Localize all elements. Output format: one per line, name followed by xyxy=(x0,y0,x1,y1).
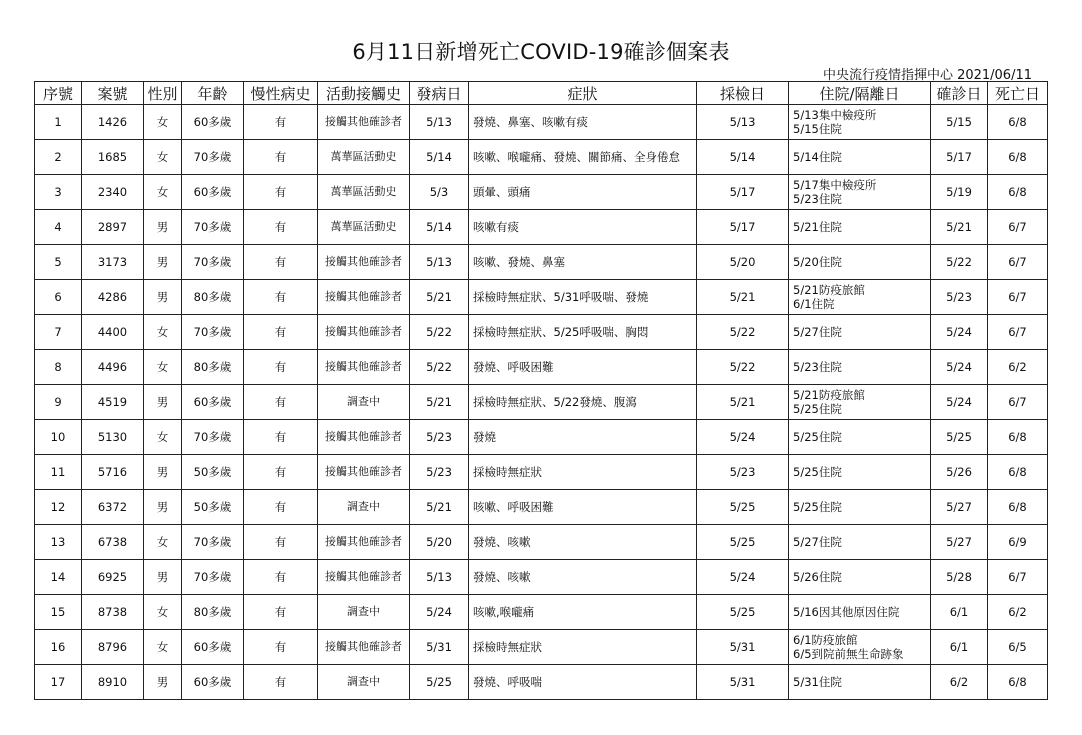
cell-case-no: 8796 xyxy=(82,630,144,665)
cell-onset: 5/13 xyxy=(410,560,469,595)
column-header-age: 年齡 xyxy=(182,82,244,105)
cell-age: 80多歲 xyxy=(182,350,244,385)
cell-sex: 男 xyxy=(144,490,182,525)
cell-sex: 女 xyxy=(144,420,182,455)
cell-age: 70多歲 xyxy=(182,140,244,175)
admission-line: 5/23住院 xyxy=(793,192,842,206)
cell-test-date: 5/24 xyxy=(697,560,789,595)
cell-confirm-date: 5/21 xyxy=(931,210,988,245)
cell-admission xyxy=(789,420,931,455)
cell-age: 70多歲 xyxy=(182,525,244,560)
cell-age: 50多歲 xyxy=(182,455,244,490)
cell-confirm-date: 5/24 xyxy=(931,350,988,385)
cell-onset: 5/23 xyxy=(410,420,469,455)
cell-symptoms: 咳嗽、喉嚨痛、發燒、關節痛、全身倦怠 xyxy=(469,140,697,175)
cell-chronic: 有 xyxy=(244,210,318,245)
cell-onset: 5/24 xyxy=(410,595,469,630)
cell-contact: 接觸其他確診者 xyxy=(318,455,410,490)
admission-line: 5/21防疫旅館 xyxy=(793,388,865,402)
cell-death-date: 6/7 xyxy=(988,385,1048,420)
cell-admission xyxy=(789,665,931,700)
cell-age: 70多歲 xyxy=(182,560,244,595)
cell-admission xyxy=(789,385,931,420)
admission-line: 5/27住院 xyxy=(793,325,842,339)
cell-age: 60多歲 xyxy=(182,105,244,140)
cell-symptoms: 發燒、呼吸困難 xyxy=(469,350,697,385)
cell-death-date: 6/7 xyxy=(988,315,1048,350)
cell-symptoms: 發燒、咳嗽 xyxy=(469,525,697,560)
table-row xyxy=(35,175,1048,210)
cell-confirm-date: 5/27 xyxy=(931,525,988,560)
admission-line: 5/25住院 xyxy=(793,430,842,444)
cell-admission xyxy=(789,350,931,385)
cell-seq: 8 xyxy=(35,350,82,385)
cell-admission xyxy=(789,525,931,560)
cell-admission xyxy=(789,175,931,210)
cell-test-date: 5/25 xyxy=(697,595,789,630)
cell-symptoms: 頭暈、頭痛 xyxy=(469,175,697,210)
cell-chronic: 有 xyxy=(244,350,318,385)
admission-line: 6/1住院 xyxy=(793,297,835,311)
cell-sex: 男 xyxy=(144,210,182,245)
cell-death-date: 6/2 xyxy=(988,595,1048,630)
admission-line: 5/25住院 xyxy=(793,465,842,479)
cell-death-date: 6/8 xyxy=(988,420,1048,455)
table-row xyxy=(35,315,1048,350)
cell-test-date: 5/25 xyxy=(697,525,789,560)
cell-seq: 4 xyxy=(35,210,82,245)
cell-test-date: 5/23 xyxy=(697,455,789,490)
cell-case-no: 4400 xyxy=(82,315,144,350)
admission-line: 5/20住院 xyxy=(793,255,842,269)
admission-line: 5/14住院 xyxy=(793,150,842,164)
cell-test-date: 5/20 xyxy=(697,245,789,280)
cell-chronic: 有 xyxy=(244,105,318,140)
cell-admission xyxy=(789,595,931,630)
cell-admission xyxy=(789,490,931,525)
header-row xyxy=(35,82,1048,105)
cell-sex: 男 xyxy=(144,280,182,315)
cell-case-no: 4519 xyxy=(82,385,144,420)
cell-death-date: 6/8 xyxy=(988,175,1048,210)
cell-age: 70多歲 xyxy=(182,210,244,245)
column-header-chronic: 慢性病史 xyxy=(244,82,318,105)
cell-test-date: 5/21 xyxy=(697,385,789,420)
cell-contact: 萬華區活動史 xyxy=(318,210,410,245)
cell-death-date: 6/8 xyxy=(988,105,1048,140)
table-row xyxy=(35,665,1048,700)
cell-symptoms: 發燒 xyxy=(469,420,697,455)
cell-contact: 接觸其他確診者 xyxy=(318,280,410,315)
cell-death-date: 6/7 xyxy=(988,280,1048,315)
cell-onset: 5/23 xyxy=(410,455,469,490)
admission-line: 5/25住院 xyxy=(793,500,842,514)
cell-admission xyxy=(789,105,931,140)
cell-seq: 10 xyxy=(35,420,82,455)
cell-seq: 14 xyxy=(35,560,82,595)
cell-onset: 5/3 xyxy=(410,175,469,210)
cell-case-no: 1685 xyxy=(82,140,144,175)
table-row xyxy=(35,245,1048,280)
cell-onset: 5/20 xyxy=(410,525,469,560)
cell-age: 60多歲 xyxy=(182,385,244,420)
cell-seq: 16 xyxy=(35,630,82,665)
cell-sex: 女 xyxy=(144,140,182,175)
cell-onset: 5/21 xyxy=(410,490,469,525)
cell-seq: 13 xyxy=(35,525,82,560)
column-header-sex: 性別 xyxy=(144,82,182,105)
cell-admission xyxy=(789,455,931,490)
cell-death-date: 6/8 xyxy=(988,455,1048,490)
cell-symptoms: 發燒、鼻塞、咳嗽有痰 xyxy=(469,105,697,140)
cell-chronic: 有 xyxy=(244,280,318,315)
cell-death-date: 6/7 xyxy=(988,560,1048,595)
cell-seq: 6 xyxy=(35,280,82,315)
table-row xyxy=(35,140,1048,175)
cell-onset: 5/13 xyxy=(410,105,469,140)
admission-line: 5/15住院 xyxy=(793,122,842,136)
cell-seq: 12 xyxy=(35,490,82,525)
cell-case-no: 5130 xyxy=(82,420,144,455)
admission-line: 5/25住院 xyxy=(793,402,842,416)
column-header-confirm-date: 確診日 xyxy=(931,82,988,105)
table-row xyxy=(35,210,1048,245)
admission-line: 6/1防疫旅館 xyxy=(793,633,858,647)
cell-age: 70多歲 xyxy=(182,420,244,455)
cell-onset: 5/22 xyxy=(410,350,469,385)
cell-test-date: 5/17 xyxy=(697,210,789,245)
cell-death-date: 6/7 xyxy=(988,245,1048,280)
cell-sex: 男 xyxy=(144,385,182,420)
cell-contact: 調查中 xyxy=(318,490,410,525)
cell-death-date: 6/2 xyxy=(988,350,1048,385)
column-header-symptoms: 症狀 xyxy=(469,82,697,105)
cell-case-no: 4286 xyxy=(82,280,144,315)
cell-sex: 女 xyxy=(144,315,182,350)
table-row xyxy=(35,420,1048,455)
cell-confirm-date: 5/15 xyxy=(931,105,988,140)
cell-onset: 5/25 xyxy=(410,665,469,700)
admission-line: 5/17集中檢疫所 xyxy=(793,178,877,192)
cell-chronic: 有 xyxy=(244,490,318,525)
cell-admission xyxy=(789,140,931,175)
cell-onset: 5/14 xyxy=(410,210,469,245)
cell-case-no: 6738 xyxy=(82,525,144,560)
table-row xyxy=(35,560,1048,595)
cell-symptoms: 咳嗽、發燒、鼻塞 xyxy=(469,245,697,280)
cell-confirm-date: 5/19 xyxy=(931,175,988,210)
cell-sex: 女 xyxy=(144,525,182,560)
cell-contact: 調查中 xyxy=(318,595,410,630)
cell-age: 80多歲 xyxy=(182,280,244,315)
table-row xyxy=(35,385,1048,420)
admission-line: 5/21住院 xyxy=(793,220,842,234)
cell-symptoms: 採檢時無症狀、5/22發燒、腹瀉 xyxy=(469,385,697,420)
cell-confirm-date: 5/25 xyxy=(931,420,988,455)
column-header-death-date: 死亡日 xyxy=(988,82,1048,105)
cell-sex: 女 xyxy=(144,595,182,630)
column-header-test-date: 採檢日 xyxy=(697,82,789,105)
cell-test-date: 5/31 xyxy=(697,665,789,700)
cell-chronic: 有 xyxy=(244,420,318,455)
cell-seq: 17 xyxy=(35,665,82,700)
cell-symptoms: 發燒、咳嗽 xyxy=(469,560,697,595)
cell-case-no: 6925 xyxy=(82,560,144,595)
cell-symptoms: 採檢時無症狀 xyxy=(469,630,697,665)
cell-contact: 調查中 xyxy=(318,665,410,700)
cell-contact: 接觸其他確診者 xyxy=(318,245,410,280)
cell-confirm-date: 6/2 xyxy=(931,665,988,700)
cell-test-date: 5/31 xyxy=(697,630,789,665)
cell-admission xyxy=(789,280,931,315)
cell-case-no: 3173 xyxy=(82,245,144,280)
cases-table xyxy=(34,81,1048,700)
cell-confirm-date: 6/1 xyxy=(931,630,988,665)
cell-age: 60多歲 xyxy=(182,665,244,700)
cell-contact: 接觸其他確診者 xyxy=(318,525,410,560)
cell-death-date: 6/7 xyxy=(988,210,1048,245)
admission-line: 5/31住院 xyxy=(793,675,842,689)
cell-test-date: 5/13 xyxy=(697,105,789,140)
cell-confirm-date: 5/23 xyxy=(931,280,988,315)
column-header-admission: 住院/隔離日 xyxy=(789,82,931,105)
cell-onset: 5/21 xyxy=(410,385,469,420)
cell-sex: 女 xyxy=(144,350,182,385)
cell-symptoms: 採檢時無症狀、5/31呼吸喘、發燒 xyxy=(469,280,697,315)
cell-death-date: 6/8 xyxy=(988,490,1048,525)
column-header-onset: 發病日 xyxy=(410,82,469,105)
cell-sex: 男 xyxy=(144,455,182,490)
source-date-label: 中央流行疫情指揮中心 2021/06/11 xyxy=(822,68,1032,83)
cell-case-no: 8910 xyxy=(82,665,144,700)
cell-test-date: 5/25 xyxy=(697,490,789,525)
table-row xyxy=(35,525,1048,560)
table-row xyxy=(35,490,1048,525)
cell-chronic: 有 xyxy=(244,525,318,560)
cell-chronic: 有 xyxy=(244,140,318,175)
cell-chronic: 有 xyxy=(244,595,318,630)
cell-chronic: 有 xyxy=(244,665,318,700)
cell-case-no: 2340 xyxy=(82,175,144,210)
table-body xyxy=(35,105,1048,700)
table-row xyxy=(35,595,1048,630)
cell-sex: 女 xyxy=(144,105,182,140)
cell-chronic: 有 xyxy=(244,175,318,210)
page-title: 6月11日新增死亡COVID-19確診個案表 xyxy=(352,40,730,64)
table-row xyxy=(35,350,1048,385)
admission-line: 5/13集中檢疫所 xyxy=(793,108,877,122)
cell-seq: 9 xyxy=(35,385,82,420)
cell-death-date: 6/8 xyxy=(988,665,1048,700)
table-row xyxy=(35,280,1048,315)
cell-test-date: 5/22 xyxy=(697,315,789,350)
cell-chronic: 有 xyxy=(244,560,318,595)
cell-contact: 接觸其他確診者 xyxy=(318,630,410,665)
cell-contact: 接觸其他確診者 xyxy=(318,315,410,350)
cell-symptoms: 咳嗽有痰 xyxy=(469,210,697,245)
cell-chronic: 有 xyxy=(244,245,318,280)
cell-age: 60多歲 xyxy=(182,175,244,210)
column-header-case-no: 案號 xyxy=(82,82,144,105)
cell-confirm-date: 6/1 xyxy=(931,595,988,630)
cell-death-date: 6/5 xyxy=(988,630,1048,665)
cell-age: 50多歲 xyxy=(182,490,244,525)
cell-age: 60多歲 xyxy=(182,630,244,665)
cell-onset: 5/21 xyxy=(410,280,469,315)
cell-sex: 男 xyxy=(144,665,182,700)
cell-chronic: 有 xyxy=(244,385,318,420)
cell-case-no: 6372 xyxy=(82,490,144,525)
admission-line: 5/16因其他原因住院 xyxy=(793,605,900,619)
cell-death-date: 6/8 xyxy=(988,140,1048,175)
cell-chronic: 有 xyxy=(244,630,318,665)
cell-sex: 女 xyxy=(144,175,182,210)
cell-admission xyxy=(789,210,931,245)
cell-death-date: 6/9 xyxy=(988,525,1048,560)
cell-admission xyxy=(789,245,931,280)
cell-case-no: 8738 xyxy=(82,595,144,630)
cell-onset: 5/14 xyxy=(410,140,469,175)
cell-test-date: 5/14 xyxy=(697,140,789,175)
cell-chronic: 有 xyxy=(244,455,318,490)
table-row xyxy=(35,630,1048,665)
cell-age: 70多歲 xyxy=(182,315,244,350)
cell-test-date: 5/22 xyxy=(697,350,789,385)
admission-line: 5/27住院 xyxy=(793,535,842,549)
cell-symptoms: 咳嗽,喉嚨痛 xyxy=(469,595,697,630)
cell-seq: 5 xyxy=(35,245,82,280)
cell-seq: 2 xyxy=(35,140,82,175)
cell-case-no: 2897 xyxy=(82,210,144,245)
cell-contact: 接觸其他確診者 xyxy=(318,560,410,595)
cell-confirm-date: 5/27 xyxy=(931,490,988,525)
cell-admission xyxy=(789,560,931,595)
cell-sex: 女 xyxy=(144,630,182,665)
cell-contact: 接觸其他確診者 xyxy=(318,105,410,140)
cell-contact: 接觸其他確診者 xyxy=(318,420,410,455)
cell-seq: 1 xyxy=(35,105,82,140)
cell-contact: 萬華區活動史 xyxy=(318,140,410,175)
cell-onset: 5/22 xyxy=(410,315,469,350)
cell-seq: 3 xyxy=(35,175,82,210)
cell-symptoms: 咳嗽、呼吸困難 xyxy=(469,490,697,525)
cell-contact: 萬華區活動史 xyxy=(318,175,410,210)
cell-admission xyxy=(789,315,931,350)
cell-case-no: 1426 xyxy=(82,105,144,140)
cell-confirm-date: 5/24 xyxy=(931,315,988,350)
table-row xyxy=(35,455,1048,490)
cell-admission xyxy=(789,630,931,665)
cell-age: 70多歲 xyxy=(182,245,244,280)
cell-onset: 5/13 xyxy=(410,245,469,280)
cell-symptoms: 採檢時無症狀 xyxy=(469,455,697,490)
table-row xyxy=(35,105,1048,140)
cell-seq: 15 xyxy=(35,595,82,630)
cell-test-date: 5/24 xyxy=(697,420,789,455)
cell-sex: 男 xyxy=(144,245,182,280)
cell-onset: 5/31 xyxy=(410,630,469,665)
cell-case-no: 5716 xyxy=(82,455,144,490)
cell-symptoms: 發燒、呼吸喘 xyxy=(469,665,697,700)
cell-age: 80多歲 xyxy=(182,595,244,630)
cell-sex: 男 xyxy=(144,560,182,595)
admission-line: 5/23住院 xyxy=(793,360,842,374)
cell-seq: 7 xyxy=(35,315,82,350)
cell-confirm-date: 5/22 xyxy=(931,245,988,280)
cell-confirm-date: 5/24 xyxy=(931,385,988,420)
cell-chronic: 有 xyxy=(244,315,318,350)
cell-seq: 11 xyxy=(35,455,82,490)
cell-test-date: 5/21 xyxy=(697,280,789,315)
cell-confirm-date: 5/17 xyxy=(931,140,988,175)
cell-confirm-date: 5/28 xyxy=(931,560,988,595)
column-header-seq: 序號 xyxy=(35,82,82,105)
cell-confirm-date: 5/26 xyxy=(931,455,988,490)
admission-line: 5/21防疫旅館 xyxy=(793,283,865,297)
admission-line: 6/5到院前無生命跡象 xyxy=(793,647,904,661)
admission-line: 5/26住院 xyxy=(793,570,842,584)
column-header-contact: 活動接觸史 xyxy=(318,82,410,105)
cell-test-date: 5/17 xyxy=(697,175,789,210)
cell-case-no: 4496 xyxy=(82,350,144,385)
cell-contact: 調查中 xyxy=(318,385,410,420)
cell-contact: 接觸其他確診者 xyxy=(318,350,410,385)
cell-symptoms: 採檢時無症狀、5/25呼吸喘、胸悶 xyxy=(469,315,697,350)
